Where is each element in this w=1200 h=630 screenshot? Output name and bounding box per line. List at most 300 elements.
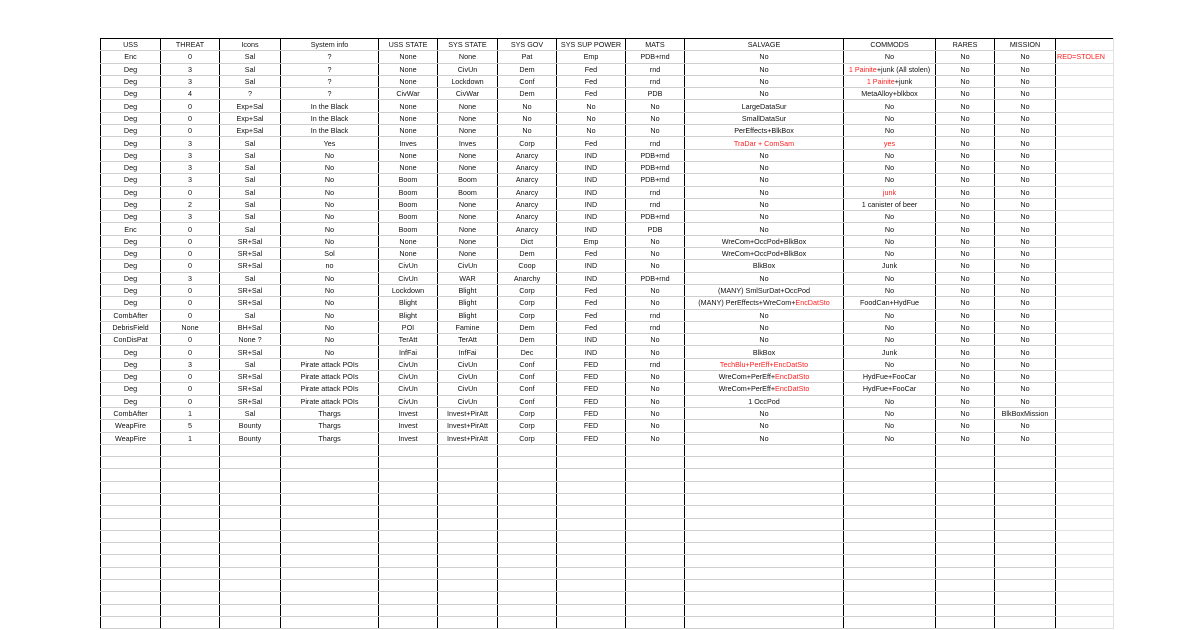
cell-icons[interactable]: BH+Sal [220, 321, 281, 333]
cell-salvage[interactable]: No [685, 63, 844, 75]
empty-cell[interactable] [844, 530, 936, 542]
cell-uss[interactable]: Deg [101, 112, 161, 124]
cell-mission[interactable]: No [995, 334, 1056, 346]
cell-sys-sup-power[interactable]: No [557, 100, 626, 112]
cell-sys-sup-power[interactable]: IND [557, 346, 626, 358]
cell-sys-state[interactable]: None [438, 125, 498, 137]
cell-sys-sup-power[interactable]: Fed [557, 75, 626, 87]
cell-uss[interactable]: Deg [101, 137, 161, 149]
empty-cell[interactable] [557, 481, 626, 493]
empty-cell[interactable] [281, 518, 379, 530]
cell-mission[interactable]: No [995, 211, 1056, 223]
cell-threat[interactable]: 3 [161, 272, 220, 284]
empty-cell[interactable] [101, 530, 161, 542]
empty-cell[interactable] [438, 457, 498, 469]
cell-uss-state[interactable]: Lockdown [379, 284, 438, 296]
cell-sys-state[interactable]: None [438, 51, 498, 63]
empty-cell[interactable] [995, 616, 1056, 628]
cell-uss-state[interactable]: TerAtt [379, 334, 438, 346]
empty-cell[interactable] [220, 506, 281, 518]
empty-cell[interactable] [161, 580, 220, 592]
empty-cell[interactable] [438, 567, 498, 579]
cell-salvage[interactable]: No [685, 88, 844, 100]
empty-cell[interactable] [220, 616, 281, 628]
header-cell-mats[interactable]: MATS [626, 39, 685, 51]
cell-extra[interactable] [1056, 100, 1114, 112]
cell-rares[interactable]: No [936, 334, 995, 346]
cell-sys-sup-power[interactable]: FED [557, 358, 626, 370]
header-cell-mission[interactable]: MISSION [995, 39, 1056, 51]
cell-salvage[interactable]: No [685, 321, 844, 333]
empty-cell[interactable] [1056, 616, 1114, 628]
cell-uss[interactable]: Deg [101, 174, 161, 186]
empty-cell[interactable] [498, 567, 557, 579]
cell-extra[interactable] [1056, 149, 1114, 161]
empty-cell[interactable] [685, 469, 844, 481]
cell-commods[interactable]: HydFue+FooCar [844, 371, 936, 383]
cell-sys-sup-power[interactable]: IND [557, 211, 626, 223]
cell-threat[interactable]: 3 [161, 161, 220, 173]
empty-cell[interactable] [1056, 580, 1114, 592]
cell-system-info[interactable]: In the Black [281, 125, 379, 137]
cell-sys-sup-power[interactable]: Fed [557, 297, 626, 309]
empty-cell[interactable] [101, 481, 161, 493]
cell-extra[interactable] [1056, 198, 1114, 210]
cell-mission[interactable]: No [995, 432, 1056, 444]
cell-mats[interactable]: rnd [626, 358, 685, 370]
cell-threat[interactable]: 0 [161, 235, 220, 247]
cell-salvage[interactable]: 1 OccPod [685, 395, 844, 407]
cell-system-info[interactable]: No [281, 211, 379, 223]
empty-cell[interactable] [685, 604, 844, 616]
empty-cell[interactable] [281, 555, 379, 567]
cell-mats[interactable]: rnd [626, 186, 685, 198]
empty-cell[interactable] [438, 493, 498, 505]
cell-threat[interactable]: 2 [161, 198, 220, 210]
cell-sys-sup-power[interactable]: IND [557, 272, 626, 284]
empty-cell[interactable] [281, 604, 379, 616]
cell-sys-state[interactable]: None [438, 223, 498, 235]
empty-cell[interactable] [101, 555, 161, 567]
empty-cell[interactable] [281, 580, 379, 592]
cell-mats[interactable]: rnd [626, 321, 685, 333]
cell-threat[interactable]: 3 [161, 174, 220, 186]
header-cell-sys-state[interactable]: SYS STATE [438, 39, 498, 51]
empty-cell[interactable] [220, 444, 281, 456]
cell-uss[interactable]: Deg [101, 297, 161, 309]
cell-sys-sup-power[interactable]: IND [557, 186, 626, 198]
cell-sys-state[interactable]: Boom [438, 174, 498, 186]
cell-system-info[interactable]: Thargs [281, 432, 379, 444]
cell-commods[interactable]: No [844, 321, 936, 333]
cell-mats[interactable]: No [626, 420, 685, 432]
cell-icons[interactable]: SR+Sal [220, 297, 281, 309]
empty-cell[interactable] [161, 457, 220, 469]
cell-commods[interactable]: No [844, 407, 936, 419]
cell-rares[interactable]: No [936, 371, 995, 383]
empty-cell[interactable] [379, 555, 438, 567]
empty-cell[interactable] [936, 616, 995, 628]
cell-sys-gov[interactable]: Corp [498, 420, 557, 432]
cell-rares[interactable]: No [936, 383, 995, 395]
cell-commods[interactable]: MetaAlloy+blkbox [844, 88, 936, 100]
cell-uss-state[interactable]: CivUn [379, 383, 438, 395]
empty-cell[interactable] [101, 493, 161, 505]
cell-uss-state[interactable]: None [379, 161, 438, 173]
cell-uss[interactable]: Deg [101, 358, 161, 370]
empty-cell[interactable] [161, 481, 220, 493]
cell-icons[interactable]: Sal [220, 223, 281, 235]
cell-icons[interactable]: Sal [220, 309, 281, 321]
cell-mats[interactable]: PDB+rnd [626, 149, 685, 161]
empty-cell[interactable] [161, 444, 220, 456]
cell-rares[interactable]: No [936, 407, 995, 419]
cell-mission[interactable]: No [995, 297, 1056, 309]
empty-cell[interactable] [161, 592, 220, 604]
cell-extra[interactable] [1056, 223, 1114, 235]
empty-cell[interactable] [626, 604, 685, 616]
cell-uss[interactable]: DebrisField [101, 321, 161, 333]
empty-cell[interactable] [1056, 604, 1114, 616]
cell-extra[interactable] [1056, 137, 1114, 149]
cell-sys-gov[interactable]: Corp [498, 297, 557, 309]
cell-system-info[interactable]: No [281, 149, 379, 161]
cell-commods[interactable]: No [844, 100, 936, 112]
cell-system-info[interactable]: Pirate attack POIs [281, 383, 379, 395]
empty-cell[interactable] [936, 518, 995, 530]
cell-uss[interactable]: Deg [101, 125, 161, 137]
cell-rares[interactable]: No [936, 260, 995, 272]
empty-cell[interactable] [685, 616, 844, 628]
empty-cell[interactable] [220, 543, 281, 555]
cell-mission[interactable]: No [995, 100, 1056, 112]
cell-uss-state[interactable]: None [379, 112, 438, 124]
empty-cell[interactable] [936, 567, 995, 579]
cell-mission[interactable]: No [995, 420, 1056, 432]
cell-sys-sup-power[interactable]: Fed [557, 137, 626, 149]
cell-system-info[interactable]: Thargs [281, 420, 379, 432]
cell-uss-state[interactable]: None [379, 75, 438, 87]
empty-cell[interactable] [498, 493, 557, 505]
cell-uss[interactable]: Deg [101, 186, 161, 198]
empty-cell[interactable] [379, 567, 438, 579]
empty-cell[interactable] [557, 567, 626, 579]
empty-cell[interactable] [281, 444, 379, 456]
cell-sys-gov[interactable]: Corp [498, 432, 557, 444]
empty-cell[interactable] [995, 481, 1056, 493]
cell-mats[interactable]: No [626, 432, 685, 444]
empty-cell[interactable] [995, 506, 1056, 518]
cell-mission[interactable]: No [995, 137, 1056, 149]
empty-cell[interactable] [161, 506, 220, 518]
cell-sys-gov[interactable]: Conf [498, 371, 557, 383]
empty-cell[interactable] [626, 481, 685, 493]
empty-cell[interactable] [101, 567, 161, 579]
cell-rares[interactable]: No [936, 51, 995, 63]
cell-salvage[interactable]: No [685, 407, 844, 419]
cell-mission[interactable]: No [995, 395, 1056, 407]
empty-cell[interactable] [220, 567, 281, 579]
cell-rares[interactable]: No [936, 284, 995, 296]
cell-sys-gov[interactable]: Dem [498, 248, 557, 260]
cell-commods[interactable]: No [844, 112, 936, 124]
cell-system-info[interactable]: Pirate attack POIs [281, 395, 379, 407]
cell-uss[interactable]: CombAfter [101, 407, 161, 419]
cell-threat[interactable]: 0 [161, 186, 220, 198]
empty-cell[interactable] [498, 518, 557, 530]
cell-sys-state[interactable]: CivUn [438, 371, 498, 383]
cell-uss[interactable]: Deg [101, 235, 161, 247]
cell-sys-state[interactable]: Invest+PirAtt [438, 407, 498, 419]
empty-cell[interactable] [379, 592, 438, 604]
empty-cell[interactable] [626, 580, 685, 592]
cell-sys-sup-power[interactable]: IND [557, 334, 626, 346]
cell-extra[interactable] [1056, 297, 1114, 309]
cell-system-info[interactable]: In the Black [281, 100, 379, 112]
empty-cell[interactable] [844, 457, 936, 469]
empty-cell[interactable] [438, 592, 498, 604]
cell-sys-sup-power[interactable]: IND [557, 198, 626, 210]
empty-cell[interactable] [557, 580, 626, 592]
cell-icons[interactable]: SR+Sal [220, 235, 281, 247]
empty-cell[interactable] [936, 604, 995, 616]
cell-extra[interactable] [1056, 63, 1114, 75]
empty-cell[interactable] [281, 457, 379, 469]
cell-sys-sup-power[interactable]: FED [557, 395, 626, 407]
empty-cell[interactable] [281, 530, 379, 542]
cell-mats[interactable]: rnd [626, 75, 685, 87]
cell-mission[interactable]: No [995, 272, 1056, 284]
cell-mission[interactable]: No [995, 75, 1056, 87]
empty-cell[interactable] [557, 493, 626, 505]
empty-cell[interactable] [498, 616, 557, 628]
cell-uss[interactable]: Deg [101, 149, 161, 161]
cell-commods[interactable]: No [844, 420, 936, 432]
cell-system-info[interactable]: No [281, 284, 379, 296]
cell-system-info[interactable]: No [281, 272, 379, 284]
empty-cell[interactable] [626, 555, 685, 567]
cell-mission[interactable]: No [995, 198, 1056, 210]
empty-cell[interactable] [161, 543, 220, 555]
empty-cell[interactable] [1056, 493, 1114, 505]
cell-sys-sup-power[interactable]: FED [557, 383, 626, 395]
empty-cell[interactable] [1056, 567, 1114, 579]
cell-commods[interactable]: No [844, 358, 936, 370]
cell-icons[interactable]: Sal [220, 149, 281, 161]
cell-icons[interactable]: Sal [220, 186, 281, 198]
cell-threat[interactable]: 0 [161, 223, 220, 235]
empty-cell[interactable] [161, 530, 220, 542]
cell-uss[interactable]: WeapFire [101, 432, 161, 444]
cell-mission[interactable]: No [995, 383, 1056, 395]
cell-salvage[interactable]: SmallDataSur [685, 112, 844, 124]
empty-cell[interactable] [498, 580, 557, 592]
cell-system-info[interactable]: No [281, 297, 379, 309]
cell-system-info[interactable]: No [281, 198, 379, 210]
cell-rares[interactable]: No [936, 63, 995, 75]
cell-icons[interactable]: Bounty [220, 432, 281, 444]
cell-uss[interactable]: Deg [101, 100, 161, 112]
cell-rares[interactable]: No [936, 211, 995, 223]
cell-uss-state[interactable]: CivUn [379, 272, 438, 284]
cell-uss-state[interactable]: CivUn [379, 371, 438, 383]
empty-cell[interactable] [685, 567, 844, 579]
empty-cell[interactable] [936, 555, 995, 567]
cell-salvage[interactable] [685, 297, 844, 309]
cell-sys-sup-power[interactable]: Emp [557, 51, 626, 63]
empty-cell[interactable] [220, 493, 281, 505]
cell-mission[interactable]: No [995, 186, 1056, 198]
empty-cell[interactable] [844, 493, 936, 505]
cell-salvage[interactable]: No [685, 211, 844, 223]
cell-mats[interactable]: No [626, 297, 685, 309]
cell-sys-state[interactable]: CivUn [438, 63, 498, 75]
empty-cell[interactable] [1056, 555, 1114, 567]
empty-cell[interactable] [844, 567, 936, 579]
cell-sys-state[interactable]: Famine [438, 321, 498, 333]
cell-commods[interactable]: No [844, 51, 936, 63]
cell-mats[interactable]: PDB [626, 223, 685, 235]
cell-mission[interactable]: No [995, 125, 1056, 137]
cell-sys-sup-power[interactable]: Fed [557, 88, 626, 100]
cell-uss-state[interactable]: CivUn [379, 358, 438, 370]
cell-sys-state[interactable]: CivWar [438, 88, 498, 100]
cell-extra[interactable] [1056, 174, 1114, 186]
cell-sys-sup-power[interactable]: Fed [557, 63, 626, 75]
cell-system-info[interactable]: No [281, 235, 379, 247]
cell-sys-gov[interactable]: Corp [498, 137, 557, 149]
empty-cell[interactable] [379, 543, 438, 555]
cell-salvage[interactable]: No [685, 420, 844, 432]
cell-extra[interactable] [1056, 161, 1114, 173]
cell-salvage[interactable]: No [685, 432, 844, 444]
empty-cell[interactable] [498, 469, 557, 481]
cell-rares[interactable]: No [936, 198, 995, 210]
cell-sys-gov[interactable]: Dict [498, 235, 557, 247]
cell-uss-state[interactable]: CivUn [379, 260, 438, 272]
cell-extra[interactable] [1056, 309, 1114, 321]
cell-extra[interactable] [1056, 125, 1114, 137]
cell-extra[interactable] [1056, 112, 1114, 124]
cell-sys-sup-power[interactable]: IND [557, 161, 626, 173]
empty-cell[interactable] [557, 543, 626, 555]
cell-mats[interactable]: PDB+rnd [626, 272, 685, 284]
empty-cell[interactable] [995, 543, 1056, 555]
cell-sys-sup-power[interactable]: IND [557, 149, 626, 161]
empty-cell[interactable] [995, 604, 1056, 616]
header-cell-commods[interactable]: COMMODS [844, 39, 936, 51]
empty-cell[interactable] [498, 555, 557, 567]
cell-uss[interactable]: Deg [101, 211, 161, 223]
cell-sys-sup-power[interactable]: Fed [557, 284, 626, 296]
cell-threat[interactable]: 1 [161, 407, 220, 419]
cell-uss[interactable]: Deg [101, 260, 161, 272]
cell-sys-sup-power[interactable]: FED [557, 371, 626, 383]
cell-system-info[interactable]: No [281, 321, 379, 333]
cell-icons[interactable]: Sal [220, 63, 281, 75]
empty-cell[interactable] [498, 543, 557, 555]
empty-cell[interactable] [220, 555, 281, 567]
empty-cell[interactable] [936, 493, 995, 505]
cell-icons[interactable]: Sal [220, 75, 281, 87]
empty-cell[interactable] [557, 457, 626, 469]
empty-cell[interactable] [936, 457, 995, 469]
empty-cell[interactable] [557, 530, 626, 542]
cell-rares[interactable]: No [936, 125, 995, 137]
cell-sys-gov[interactable]: Anarcy [498, 223, 557, 235]
header-cell-system-info[interactable]: System info [281, 39, 379, 51]
cell-rares[interactable]: No [936, 309, 995, 321]
cell-uss-state[interactable]: None [379, 235, 438, 247]
cell-sys-gov[interactable]: Anarchy [498, 272, 557, 284]
cell-uss[interactable]: Deg [101, 88, 161, 100]
cell-salvage[interactable] [685, 383, 844, 395]
empty-cell[interactable] [101, 457, 161, 469]
header-cell-extra[interactable] [1056, 39, 1114, 51]
cell-sys-sup-power[interactable]: IND [557, 223, 626, 235]
cell-sys-gov[interactable]: Conf [498, 383, 557, 395]
cell-rares[interactable]: No [936, 161, 995, 173]
cell-rares[interactable]: No [936, 297, 995, 309]
cell-commods[interactable]: No [844, 309, 936, 321]
cell-system-info[interactable]: Sol [281, 248, 379, 260]
cell-system-info[interactable]: ? [281, 63, 379, 75]
cell-mats[interactable]: PDB+rnd [626, 161, 685, 173]
empty-cell[interactable] [557, 518, 626, 530]
cell-uss-state[interactable]: None [379, 51, 438, 63]
cell-mats[interactable]: No [626, 284, 685, 296]
cell-extra[interactable] [1056, 420, 1114, 432]
cell-uss[interactable]: Enc [101, 51, 161, 63]
cell-rares[interactable]: No [936, 149, 995, 161]
cell-system-info[interactable]: ? [281, 88, 379, 100]
empty-cell[interactable] [498, 506, 557, 518]
empty-cell[interactable] [1056, 506, 1114, 518]
empty-cell[interactable] [438, 530, 498, 542]
empty-cell[interactable] [844, 481, 936, 493]
cell-sys-sup-power[interactable]: Emp [557, 235, 626, 247]
cell-extra[interactable] [1056, 407, 1114, 419]
empty-cell[interactable] [685, 580, 844, 592]
cell-uss-state[interactable]: Invest [379, 432, 438, 444]
empty-cell[interactable] [936, 506, 995, 518]
empty-cell[interactable] [101, 444, 161, 456]
cell-sys-gov[interactable]: No [498, 112, 557, 124]
cell-mats[interactable]: No [626, 334, 685, 346]
cell-rares[interactable]: No [936, 346, 995, 358]
cell-salvage[interactable] [685, 358, 844, 370]
empty-cell[interactable] [498, 604, 557, 616]
cell-icons[interactable]: Sal [220, 161, 281, 173]
empty-cell[interactable] [557, 592, 626, 604]
cell-sys-gov[interactable]: Dem [498, 88, 557, 100]
empty-cell[interactable] [844, 604, 936, 616]
empty-cell[interactable] [685, 555, 844, 567]
cell-extra[interactable] [1056, 260, 1114, 272]
cell-mats[interactable]: PDB+rnd [626, 51, 685, 63]
cell-sys-state[interactable]: None [438, 161, 498, 173]
cell-uss[interactable]: WeapFire [101, 420, 161, 432]
empty-cell[interactable] [995, 457, 1056, 469]
cell-sys-gov[interactable]: Coop [498, 260, 557, 272]
empty-cell[interactable] [379, 506, 438, 518]
empty-cell[interactable] [685, 592, 844, 604]
empty-cell[interactable] [379, 604, 438, 616]
cell-salvage[interactable]: No [685, 198, 844, 210]
cell-rares[interactable]: No [936, 235, 995, 247]
cell-rares[interactable]: No [936, 88, 995, 100]
cell-mats[interactable]: No [626, 100, 685, 112]
